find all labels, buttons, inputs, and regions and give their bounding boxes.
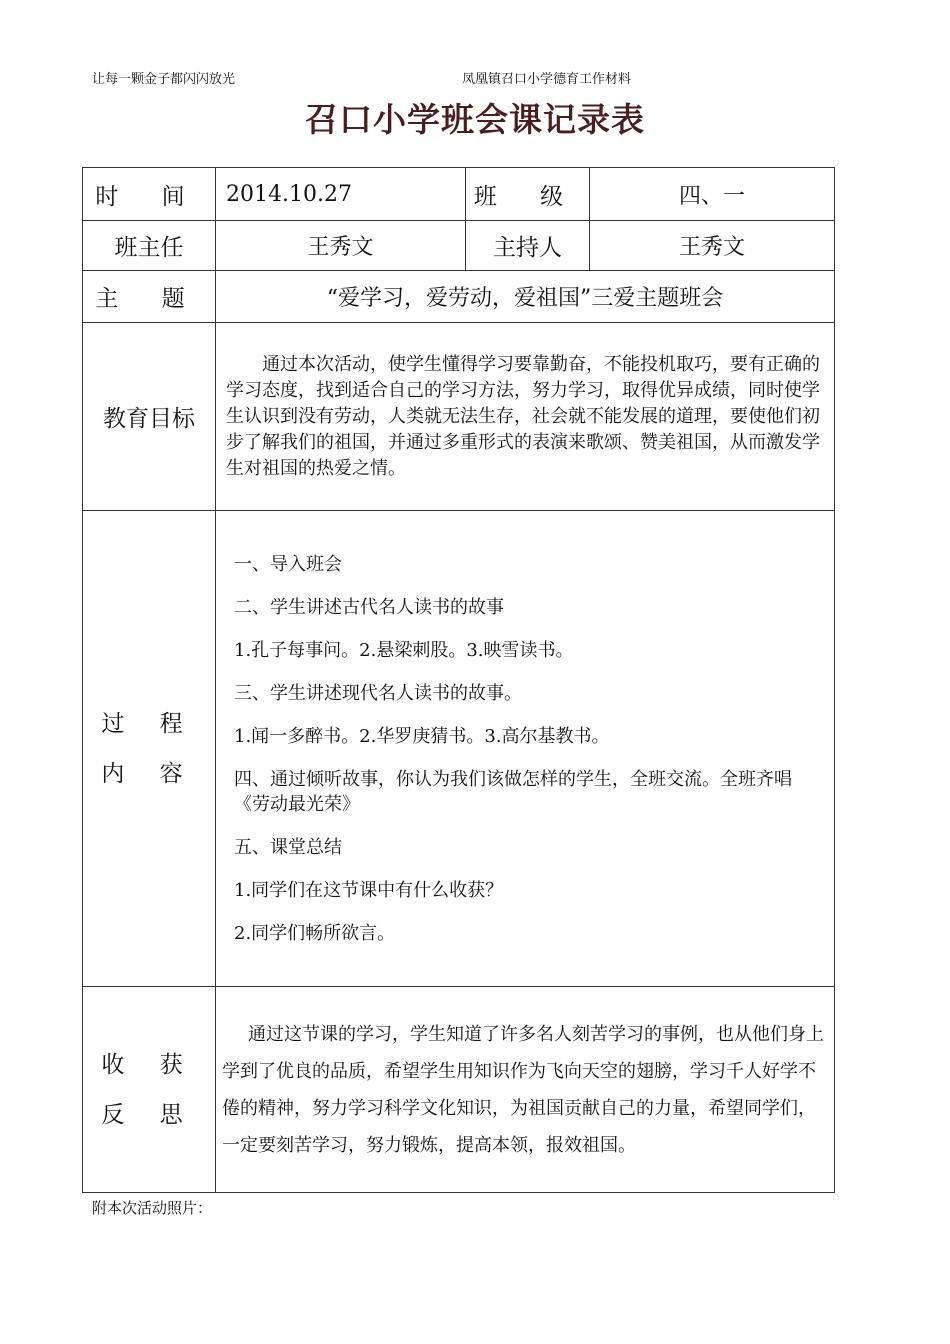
row-teacher-host: [83, 221, 835, 271]
process-item: 三、学生讲述现代名人读书的故事。: [234, 682, 522, 704]
time-value: 2014.10.27: [216, 168, 466, 221]
page-title: 召口小学班会课记录表: [305, 100, 645, 139]
goal-cell: [216, 323, 835, 511]
host-label: 主持人: [466, 221, 590, 271]
class-value: 四、一: [590, 168, 835, 221]
reflection-label: 收 获 反 思: [83, 987, 216, 1193]
process-item: 2.同学们畅所欲言。: [234, 922, 396, 944]
process-cell: [216, 511, 835, 987]
class-label: 班 级: [466, 168, 590, 221]
reflection-cell: [216, 987, 835, 1193]
row-goal: [83, 323, 835, 511]
row-reflection: [83, 987, 835, 1193]
photo-attachment-note: 附本次活动照片：: [92, 1199, 213, 1217]
topic-value: “爱学习，爱劳动，爱祖国”三爱主题班会: [216, 271, 835, 323]
row-topic: [83, 271, 835, 323]
process-item: 四、通过倾听故事，你认为我们该做怎样的学生，全班交流。全班齐唱《劳动最光荣》: [234, 768, 792, 815]
teacher-value: 王秀文: [216, 221, 466, 271]
process-item: 1.同学们在这节课中有什么收获？: [234, 879, 504, 901]
process-item: 1.闻一多醉书。2.华罗庚猜书。3.高尔基教书。: [234, 725, 610, 747]
header-motto: 让每一颗金子都闪闪放光: [92, 72, 236, 87]
time-label: 时 间: [83, 168, 216, 221]
host-value: 王秀文: [590, 221, 835, 271]
record-table: [82, 167, 835, 1193]
row-process: [83, 511, 835, 987]
process-item: 五、课堂总结: [234, 836, 342, 858]
process-item: 1.孔子每事问。2.悬梁刺股。3.映雪读书。: [234, 639, 574, 661]
goal-label: 教育目标: [83, 323, 216, 511]
process-item: 二、学生讲述古代名人读书的故事: [234, 596, 504, 618]
process-label: 过 程 内 容: [83, 511, 216, 987]
topic-label: 主 题: [83, 271, 216, 323]
reflection-text: 通过这节课的学习，学生知道了许多名人刻苦学习的事例，也从他们身上学到了优良的品质，希望学生用知识作为飞向天空的翅膀，学习千人好学不倦的精神，努力学习科学文化知识，为祖国贡献自己的力量，希望同学们，一定要刻苦学习，努力锻炼，提高本领，报效祖国。: [222, 1023, 824, 1156]
process-item: 一、导入班会: [234, 553, 342, 575]
goal-text: 通过本次活动，使学生懂得学习要靠勤奋，不能投机取巧，要有正确的学习态度，找到适合自己的学习方法，努力学习，取得优异成绩，同时使学生认识到没有劳动，人类就无法生存，社会就不能发展的道理，要使他们初步了解我们的祖国，并通过多重形式的表演来歌颂、赞美祖国，从而激发学生对祖国的热爱之情。: [226, 353, 820, 479]
teacher-label: 班主任: [83, 221, 216, 271]
process-list: [216, 552, 834, 946]
header-school-material: 凤凰镇召口小学德育工作材料: [462, 72, 632, 87]
row-time-class: [83, 168, 835, 221]
